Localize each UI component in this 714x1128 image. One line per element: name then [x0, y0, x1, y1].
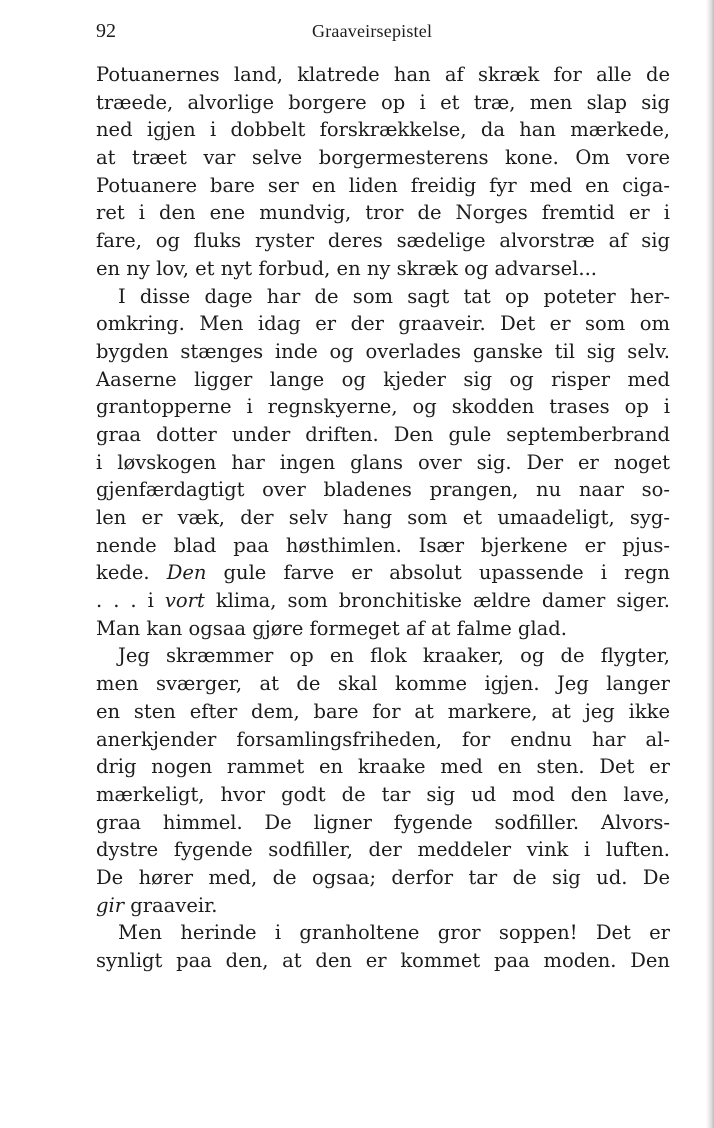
body-text [96, 61, 670, 975]
text-line: at træet var selve borgermesterens kone. Om vore [96, 146, 670, 170]
text-line: ned igjen i dobbelt forskrækkelse, da han mærkede, [96, 118, 670, 142]
text-line [96, 559, 670, 587]
text-line: len er væk, der selv hang som et umaadeligt, syg- [96, 506, 670, 529]
text-line: mærkeligt, hvor godt de tar sig ud mod den lave, [96, 782, 670, 806]
text-line: Aaserne ligger lange og kjeder sig og risper med [96, 367, 670, 391]
text-line: træede, alvorlige borgere op i et træ, men slap sig [96, 90, 670, 114]
text-line: I disse dage har de som sagt tat op poteter her- [118, 284, 670, 308]
text-line: i løvskogen har ingen glans over sig. Der er noget [96, 450, 670, 474]
text-line: Potuanere bare ser en liden freidig fyr med en ciga- [96, 173, 670, 197]
text-line: Men herinde i granholtene gror soppen! Det er [118, 921, 670, 945]
page-number: 92 [96, 20, 116, 42]
text-line: graa himmel. De ligner fygende sodfiller. Alvors- [96, 810, 670, 834]
text-segment: kede. [96, 561, 150, 585]
page-edge-shadow [706, 0, 714, 1128]
text-line: synligt paa den, at den er kommet paa moden. Den [96, 949, 670, 972]
text-segment: . . . i [96, 589, 154, 613]
text-line: omkring. Men idag er der graaveir. Det er som om [96, 312, 670, 336]
text-segment: gule farve er absolut upassende i regn [223, 561, 670, 585]
text-line: ret i den ene mundvig, tror de Norges fremtid er i [96, 201, 670, 225]
text-line: anerkjender forsamlingsfriheden, for endnu har al- [96, 727, 670, 751]
running-title: Graaveirsepistel [312, 21, 433, 41]
text-line [96, 892, 670, 920]
text-segment: klima, som bronchitiske ældre damer siger. [215, 589, 670, 613]
text-line: nende blad paa høsthimlen. Især bjerkene er pjus- [96, 533, 670, 557]
text-line: grantopperne i regnskyerne, og skodden trases op i [96, 395, 670, 419]
text-line: graa dotter under driften. Den gule septemberbrand [96, 422, 670, 446]
text-line: Potuanernes land, klatrede han af skræk for alle de [96, 63, 670, 86]
text-line: fare, og fluks ryster deres sædelige alvorstræ af sig [96, 229, 670, 253]
text-line [96, 587, 670, 615]
text-line: en sten efter dem, bare for at markere, at jeg ikke [96, 699, 670, 723]
text-line: drig nogen rammet en kraake med en sten. Det er [96, 755, 670, 779]
text-line: dystre fygende sodfiller, der meddeler vink i luften. [96, 838, 670, 862]
text-line: bygden stænges inde og overlades ganske til sig selv. [96, 339, 670, 363]
italic-word: vort [164, 589, 205, 613]
text-line: Man kan ogsaa gjøre formeget af at falme glad. [96, 616, 567, 640]
italic-word: gir [96, 893, 125, 917]
text-segment: graaveir. [130, 893, 218, 917]
italic-word: Den [166, 561, 207, 585]
text-line: men sværger, at de skal komme igjen. Jeg langer [96, 672, 670, 696]
text-line: De hører med, de ogsaa; derfor tar de sig ud. De [96, 865, 670, 889]
text-line: Jeg skræmmer op en flok kraaker, og de flygter, [118, 644, 670, 668]
running-head [96, 20, 670, 42]
text-line: en ny lov, et nyt forbud, en ny skræk og advarsel... [96, 256, 597, 280]
text-line: gjenfærdagtigt over bladenes prangen, nu naar so- [96, 478, 670, 502]
